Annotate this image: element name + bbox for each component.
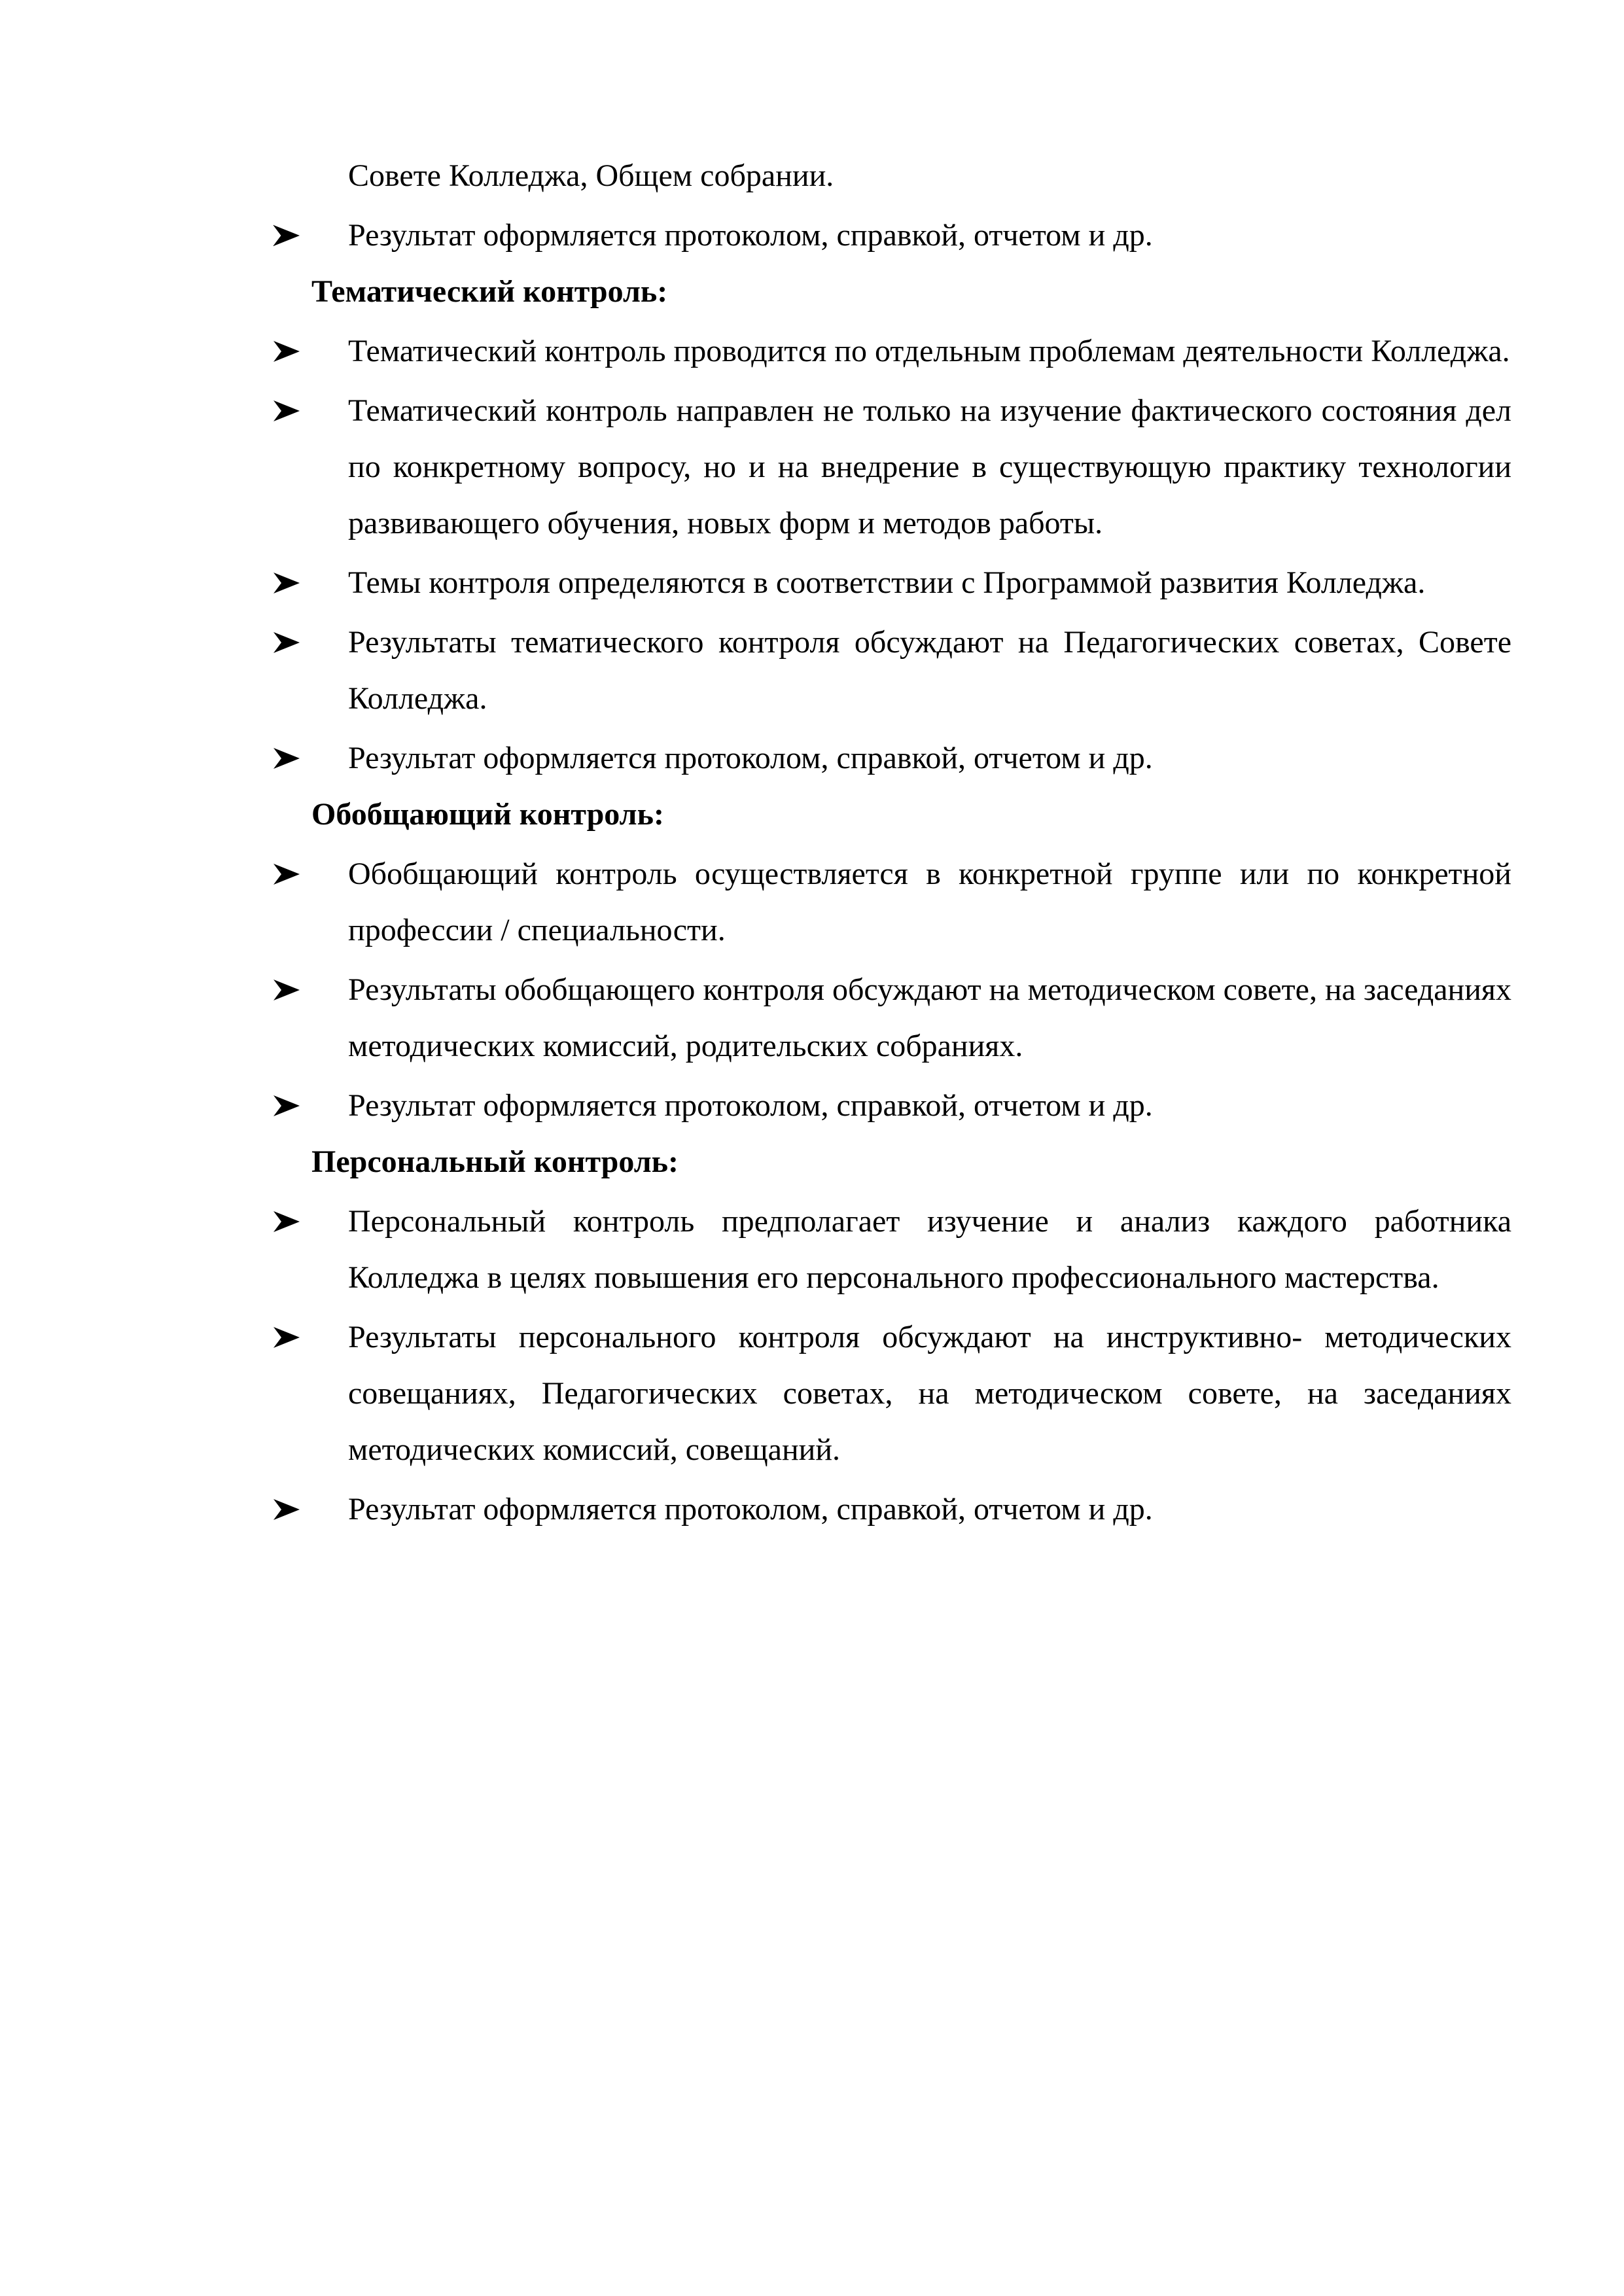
list-item-text: Обобщающий контроль осуществляется в конкретной группе или по конкретной профессии / специальности. bbox=[348, 857, 1511, 947]
list-item bbox=[268, 207, 1511, 264]
list-item bbox=[268, 1309, 1511, 1478]
list-item-text: Темы контроля определяются в соответствии с Программой развития Колледжа. bbox=[348, 565, 1426, 600]
continuation-text: Совете Колледжа, Общем собрании. bbox=[348, 158, 834, 193]
list-item-text: Результаты персонального контроля обсуждают на инструктивно- методических совещаниях, Педагогических советах, на методическом совете, на заседаниях методических комиссий, совещаний. bbox=[348, 1320, 1511, 1467]
section-heading-summary: Обобщающий контроль: bbox=[311, 797, 664, 832]
arrowhead-bullet-icon bbox=[272, 846, 304, 902]
list-item-text: Результат оформляется протоколом, справкой, отчетом и др. bbox=[348, 741, 1153, 775]
arrowhead-bullet-icon bbox=[272, 207, 304, 264]
arrowhead-bullet-icon bbox=[272, 555, 304, 611]
arrowhead-bullet-icon bbox=[272, 962, 304, 1018]
arrowhead-bullet-icon bbox=[272, 1309, 304, 1366]
list-item bbox=[268, 962, 1511, 1074]
arrowhead-bullet-icon bbox=[272, 1481, 304, 1538]
list-item bbox=[268, 730, 1511, 786]
section-heading-personal: Персональный контроль: bbox=[311, 1144, 679, 1179]
arrowhead-bullet-icon bbox=[272, 383, 304, 439]
document-body bbox=[268, 148, 1511, 1538]
arrowhead-bullet-icon bbox=[272, 1078, 304, 1134]
list-item bbox=[268, 614, 1511, 727]
list-item-text: Тематический контроль проводится по отдельным проблемам деятельности Колледжа. bbox=[348, 334, 1510, 368]
list-item-text: Результат оформляется протоколом, справкой, отчетом и др. bbox=[348, 1088, 1153, 1123]
list-item-text: Результат оформляется протоколом, справкой, отчетом и др. bbox=[348, 1492, 1153, 1527]
section-heading-thematic: Тематический контроль: bbox=[311, 274, 668, 309]
list-item-text: Тематический контроль направлен не только на изучение фактического состояния дел по конкретному вопросу, но и на внедрение в существующую практику технологии развивающего обучения, новых форм и методов работы. bbox=[348, 393, 1511, 540]
list-item-text: Результат оформляется протоколом, справкой, отчетом и др. bbox=[348, 218, 1153, 253]
arrowhead-bullet-icon bbox=[272, 323, 304, 380]
list-item bbox=[268, 383, 1511, 552]
list-item bbox=[268, 846, 1511, 959]
list-item-text: Персональный контроль предполагает изучение и анализ каждого работника Колледжа в целях повышения его персонального профессионального мастерства. bbox=[348, 1204, 1511, 1295]
list-item bbox=[268, 555, 1511, 611]
list-item bbox=[268, 1078, 1511, 1134]
list-item bbox=[268, 1481, 1511, 1538]
list-item-text: Результаты тематического контроля обсуждают на Педагогических советах, Совете Колледжа. bbox=[348, 625, 1511, 716]
list-item-text: Результаты обобщающего контроля обсуждают на методическом совете, на заседаниях методических комиссий, родительских собраниях. bbox=[348, 972, 1511, 1063]
arrowhead-bullet-icon bbox=[272, 730, 304, 786]
list-item bbox=[268, 1193, 1511, 1306]
arrowhead-bullet-icon bbox=[272, 614, 304, 671]
list-item bbox=[268, 323, 1511, 380]
arrowhead-bullet-icon bbox=[272, 1193, 304, 1250]
